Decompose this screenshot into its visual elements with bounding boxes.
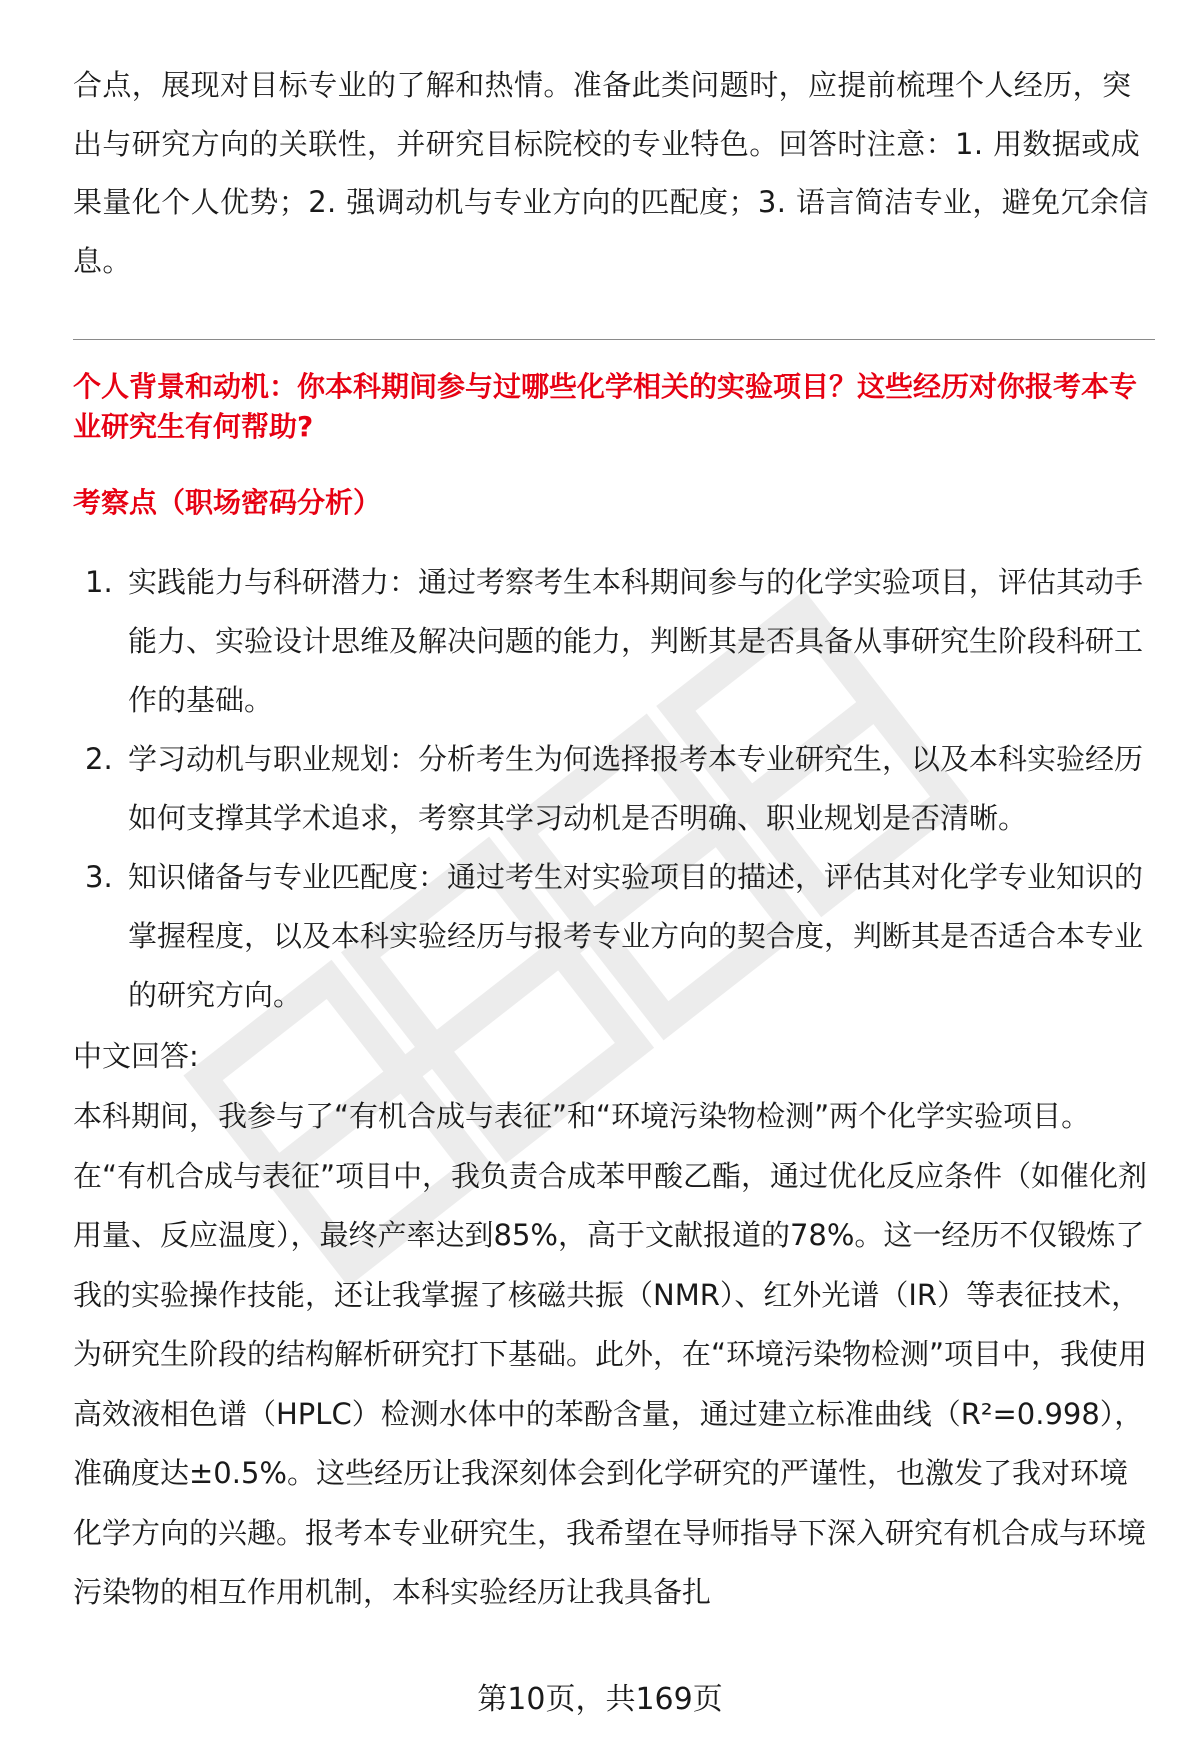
exam-points-list	[73, 553, 1155, 1025]
list-item-text: 实践能力与科研潜力：通过考察考生本科期间参与的化学实验项目，评估其动手能力、实验设计思维及解决问题的能力，判断其是否具备从事研究生阶段科研工作的基础。	[128, 565, 1144, 717]
list-item	[73, 553, 1155, 730]
question-heading: 个人背景和动机：你本科期间参与过哪些化学相关的实验项目？这些经历对你报考本专业研究生有何帮助?	[73, 370, 1138, 443]
list-item-text: 知识储备与专业匹配度：通过考生对实验项目的描述，评估其对化学专业知识的掌握程度，以及本科实验经历与报考专业方向的契合度，判断其是否适合本专业的研究方向。	[128, 860, 1144, 1012]
intro-section	[73, 56, 1155, 290]
answer-paragraph: 本科期间，我参与了“有机合成与表征”和“环境污染物检测”两个化学实验项目。在“有机合成与表征”项目中，我负责合成苯甲酸乙酯，通过优化反应条件（如催化剂用量、反应温度），最终产率达到85%，高于文献报道的78%。这一经历不仅锻炼了我的实验操作技能，还让我掌握了核磁共振（NMR）、红外光谱（IR）等表征技术，为研究生阶段的结构解析研究打下基础。此外，在“环境污染物检测”项目中，我使用高效液相色谱（HPLC）检测水体中的苯酚含量，通过建立标准曲线（R²=0.998），准确度达±0.5%。这些经历让我深刻体会到化学研究的严谨性，也激发了我对环境化学方向的兴趣。报考本专业研究生，我希望在导师指导下深入研究有机合成与环境污染物的相互作用机制，本科实验经历让我具备扎	[73, 1099, 1148, 1609]
list-item	[73, 848, 1155, 1025]
section-divider	[73, 339, 1155, 340]
answer-label: 中文回答:	[73, 1039, 199, 1073]
list-item-number: 2.	[85, 742, 113, 776]
list-item-text: 学习动机与职业规划：分析考生为何选择报考本专业研究生，以及本科实验经历如何支撑其学术追求，考察其学习动机是否明确、职业规划是否清晰。	[128, 742, 1144, 835]
list-item-number: 3.	[85, 860, 113, 894]
list-item	[73, 730, 1155, 848]
intro-paragraph: 合点，展现对目标专业的了解和热情。准备此类问题时，应提前梳理个人经历，突出与研究方向的关联性，并研究目标院校的专业特色。回答时注意：1. 用数据或成果量化个人优势；2. 强调动机与专业方向的匹配度；3. 语言简洁专业，避免冗余信息。	[73, 68, 1149, 278]
page-footer: 第10页，共169页	[477, 1682, 723, 1717]
exam-points-heading: 考察点（职场密码分析）	[73, 486, 382, 519]
list-item-number: 1.	[85, 565, 113, 599]
